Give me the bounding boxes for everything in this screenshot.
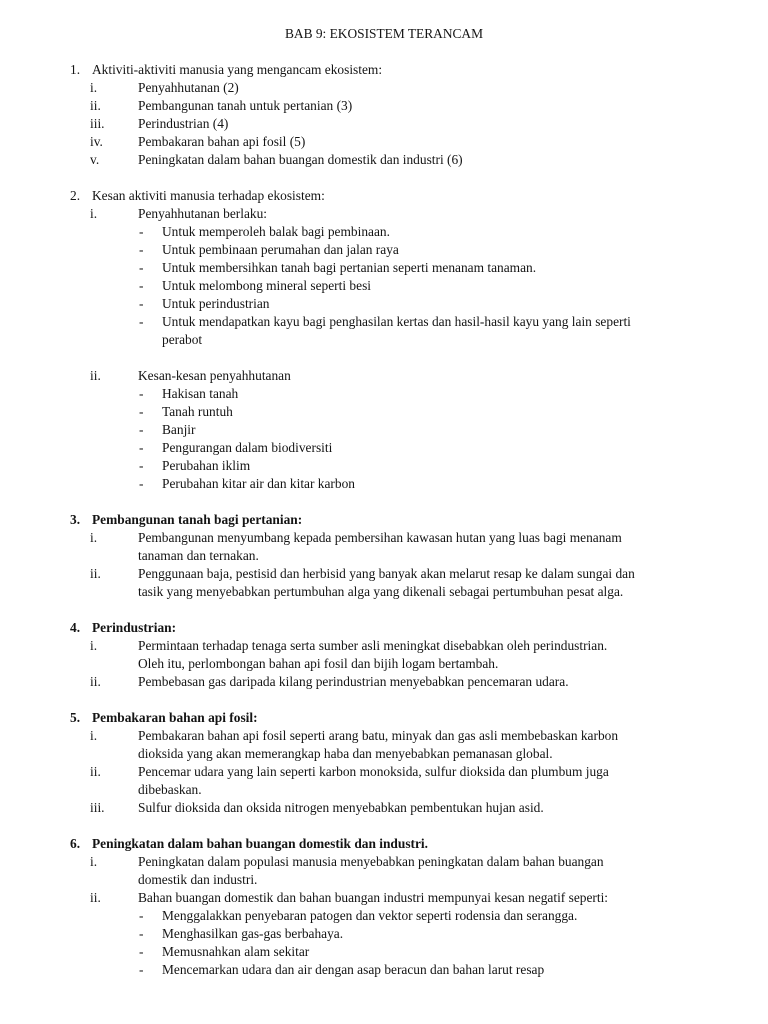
- list-item: Pencemar udara yang lain seperti karbon monoksida, sulfur dioksida dan plumbum juga: [138, 764, 609, 779]
- subsection-heading: Penyahhutanan berlaku:: [138, 206, 268, 221]
- roman-numeral: ii.: [90, 98, 101, 113]
- list-item: Bahan buangan domestik dan bahan buangan industri mempunyai kesan negatif seperti:: [138, 890, 609, 905]
- dash-bullet: -: [139, 440, 144, 455]
- list-item: Untuk pembinaan perumahan dan jalan raya: [162, 242, 399, 257]
- section-number: 4.: [70, 620, 81, 635]
- section-heading: Perindustrian:: [92, 620, 177, 635]
- roman-numeral: i.: [90, 80, 98, 95]
- list-item: Menghasilkan gas-gas berbahaya.: [162, 926, 344, 941]
- list-item: Untuk perindustrian: [162, 296, 270, 311]
- list-item: Banjir: [162, 422, 196, 437]
- dash-bullet: -: [139, 260, 144, 275]
- list-item: Perubahan iklim: [162, 458, 251, 473]
- list-item: Pembakaran bahan api fosil (5): [138, 134, 306, 149]
- list-item: Pengurangan dalam biodiversiti: [162, 440, 333, 455]
- subsection-heading: Kesan-kesan penyahhutanan: [138, 368, 291, 383]
- roman-numeral: iv.: [90, 134, 103, 149]
- list-item: Pembakaran bahan api fosil seperti arang batu, minyak dan gas asli membebaskan karbon: [138, 728, 619, 743]
- list-item-continuation: tanaman dan ternakan.: [138, 548, 259, 563]
- list-item-continuation: domestik dan industri.: [138, 872, 258, 887]
- dash-bullet: -: [139, 296, 144, 311]
- list-item-continuation: perabot: [162, 332, 203, 347]
- roman-numeral: iii.: [90, 116, 105, 131]
- roman-numeral: ii.: [90, 566, 101, 581]
- dash-bullet: -: [139, 476, 144, 491]
- dash-bullet: -: [139, 908, 144, 923]
- list-item: Permintaan terhadap tenaga serta sumber asli meningkat disebabkan oleh perindustrian.: [138, 638, 608, 653]
- list-item: Peningkatan dalam bahan buangan domestik dan industri (6): [138, 152, 463, 167]
- roman-numeral: i.: [90, 206, 98, 221]
- list-item: Peningkatan dalam populasi manusia menyebabkan peningkatan dalam bahan buangan: [138, 854, 604, 869]
- roman-numeral: i.: [90, 854, 98, 869]
- list-item: Untuk memperoleh balak bagi pembinaan.: [162, 224, 390, 239]
- list-item-continuation: tasik yang menyebabkan pertumbuhan alga yang dikenali sebagai pertumbuhan pesat alga.: [138, 584, 624, 599]
- list-item-continuation: Oleh itu, perlombongan bahan api fosil dan bijih logam bertambah.: [138, 656, 499, 671]
- section-heading: Kesan aktiviti manusia terhadap ekosistem:: [92, 188, 325, 203]
- dash-bullet: -: [139, 278, 144, 293]
- section-number: 2.: [70, 188, 81, 203]
- section-heading: Peningkatan dalam bahan buangan domestik dan industri.: [92, 836, 428, 851]
- section-number: 5.: [70, 710, 81, 725]
- section-heading: Pembangunan tanah bagi pertanian:: [92, 512, 303, 527]
- roman-numeral: i.: [90, 530, 98, 545]
- list-item: Tanah runtuh: [162, 404, 233, 419]
- list-item: Pembebasan gas daripada kilang perindustrian menyebabkan pencemaran udara.: [138, 674, 569, 689]
- dash-bullet: -: [139, 314, 144, 329]
- list-item: Perubahan kitar air dan kitar karbon: [162, 476, 355, 491]
- list-item: Hakisan tanah: [162, 386, 239, 401]
- dash-bullet: -: [139, 404, 144, 419]
- list-item: Untuk melombong mineral seperti besi: [162, 278, 371, 293]
- roman-numeral: v.: [90, 152, 100, 167]
- dash-bullet: -: [139, 458, 144, 473]
- list-item: Untuk membersihkan tanah bagi pertanian seperti menanam tanaman.: [162, 260, 537, 275]
- section-number: 6.: [70, 836, 81, 851]
- section-number: 1.: [70, 62, 81, 77]
- dash-bullet: -: [139, 224, 144, 239]
- dash-bullet: -: [139, 386, 144, 401]
- roman-numeral: i.: [90, 638, 98, 653]
- section-heading: Aktiviti-aktiviti manusia yang mengancam ekosistem:: [92, 62, 383, 77]
- dash-bullet: -: [139, 926, 144, 941]
- roman-numeral: i.: [90, 728, 98, 743]
- roman-numeral: iii.: [90, 800, 105, 815]
- dash-bullet: -: [139, 242, 144, 257]
- roman-numeral: ii.: [90, 764, 101, 779]
- list-item: Penyahhutanan (2): [138, 80, 239, 95]
- list-item: Sulfur dioksida dan oksida nitrogen menyebabkan pembentukan hujan asid.: [138, 800, 544, 815]
- roman-numeral: ii.: [90, 674, 101, 689]
- list-item: Mencemarkan udara dan air dengan asap beracun dan bahan larut resap: [162, 962, 545, 977]
- dash-bullet: -: [139, 422, 144, 437]
- list-item: Menggalakkan penyebaran patogen dan vektor seperti rodensia dan serangga.: [162, 908, 578, 923]
- roman-numeral: ii.: [90, 368, 101, 383]
- dash-bullet: -: [139, 962, 144, 977]
- dash-bullet: -: [139, 944, 144, 959]
- section-heading: Pembakaran bahan api fosil:: [92, 710, 258, 725]
- page-title: BAB 9: EKOSISTEM TERANCAM: [284, 26, 484, 41]
- roman-numeral: ii.: [90, 890, 101, 905]
- list-item: Perindustrian (4): [138, 116, 229, 131]
- list-item: Untuk mendapatkan kayu bagi penghasilan kertas dan hasil-hasil kayu yang lain seperti: [162, 314, 631, 329]
- list-item: Pembangunan tanah untuk pertanian (3): [138, 98, 353, 113]
- list-item: Penggunaan baja, pestisid dan herbisid yang banyak akan melarut resap ke dalam sungai dan: [138, 566, 635, 581]
- list-item-continuation: dibebaskan.: [138, 782, 202, 797]
- list-item: Pembangunan menyumbang kepada pembersihan kawasan hutan yang luas bagi menanam: [138, 530, 622, 545]
- list-item-continuation: dioksida yang akan memerangkap haba dan menyebabkan pemanasan global.: [138, 746, 553, 761]
- section-number: 3.: [70, 512, 81, 527]
- list-item: Memusnahkan alam sekitar: [162, 944, 310, 959]
